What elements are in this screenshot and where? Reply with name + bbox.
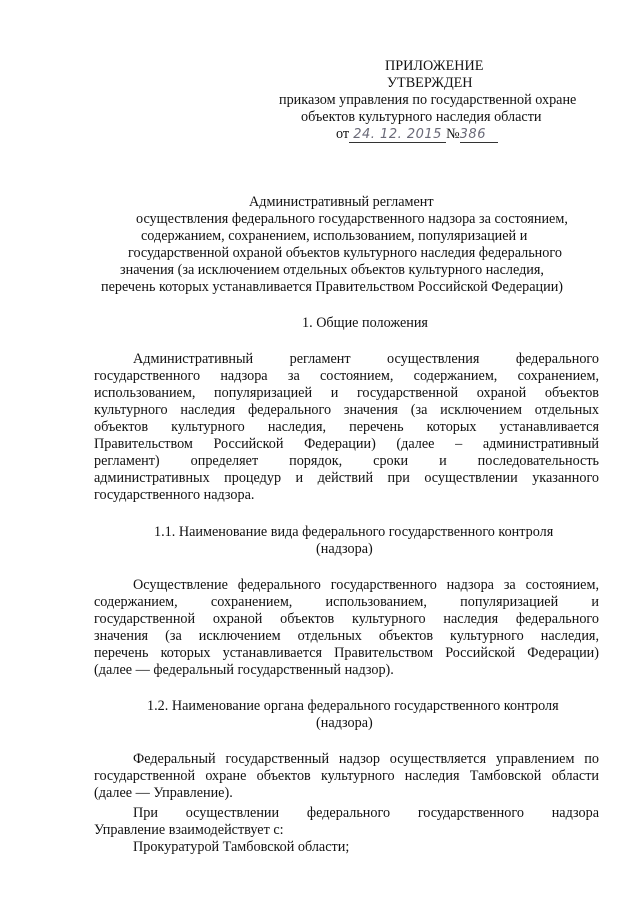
section-1-2-para2-line: При осуществлении федерального государственного надзора <box>133 805 599 821</box>
regulation-title: Административный регламент <box>249 194 434 210</box>
appendix-label: ПРИЛОЖЕНИЕ <box>385 58 484 74</box>
regulation-subtitle-line-1: осуществления федерального государственного надзора за состоянием, <box>136 211 568 227</box>
section-1-2-para2-line-last: Управление взаимодействует с: <box>94 822 284 838</box>
section-1-2-para-line: Федеральный государственный надзор осуществляется управлением по <box>133 751 599 767</box>
section-1-1-para-line-last: (далее — федеральный государственный надзор). <box>94 662 394 678</box>
section-1-1-heading-line-2: (надзора) <box>316 541 373 557</box>
order-date-line <box>336 126 498 143</box>
section-1-2-para3: Прокуратурой Тамбовской области; <box>133 839 350 855</box>
section-1-para-line: Административный регламент осуществления федерального <box>133 351 599 367</box>
section-1-2-para-line-last: (далее — Управление). <box>94 785 233 801</box>
number-label: № <box>446 126 460 142</box>
regulation-subtitle-line-2: содержанием, сохранением, использованием, популяризацией и <box>141 228 528 244</box>
order-date-field <box>349 127 446 143</box>
section-1-para-line: объектов культурного наследия, перечень которых устанавливается <box>94 419 599 435</box>
from-label: от <box>336 126 350 142</box>
order-number-field <box>460 127 498 143</box>
regulation-subtitle-line-3: государственной охраной объектов культурного наследия федерального <box>128 245 562 261</box>
approved-label: УТВЕРЖДЕН <box>387 75 473 91</box>
section-1-para-line: регламент) определяет порядок, сроки и последовательность <box>94 453 599 469</box>
section-1-2-heading-line-2: (надзора) <box>316 715 373 731</box>
order-number-handwritten: 386 <box>459 127 486 142</box>
order-line-2: объектов культурного наследия области <box>301 109 542 125</box>
order-date-handwritten: 24. 12. 2015 <box>353 127 442 142</box>
section-1-1-para-line: государственной охраной объектов культурного наследия федерального <box>94 611 599 627</box>
section-1-heading: 1. Общие положения <box>302 315 428 331</box>
section-1-para-line: Правительством Российской Федерации) (далее – административный <box>94 436 599 452</box>
order-line-1: приказом управления по государственной охране <box>279 92 577 108</box>
section-1-2-heading-line-1: 1.2. Наименование органа федерального государственного контроля <box>147 698 559 714</box>
section-1-1-para-line: Осуществление федерального государственного надзора за состоянием, <box>133 577 599 593</box>
section-1-para-line: использованием, популяризацией и государственной охраной объектов <box>94 385 599 401</box>
regulation-subtitle-line-5: перечень которых устанавливается Правительством Российской Федерации) <box>101 279 564 295</box>
section-1-para-line: культурного наследия федерального значения (за исключением отдельных <box>94 402 599 418</box>
section-1-1-para-line: значения (за исключением отдельных объектов культурного наследия, <box>94 628 599 644</box>
regulation-subtitle-line-4: значения (за исключением отдельных объектов культурного наследия, <box>120 262 544 278</box>
section-1-1-para-line: перечень которых устанавливается Правительством Российской Федерации) <box>94 645 599 661</box>
section-1-1-para-line: содержанием, сохранением, использованием, популяризацией и <box>94 594 599 610</box>
section-1-para-line: административных процедур и действий при осуществлении указанного <box>94 470 599 486</box>
section-1-para-line-last: государственного надзора. <box>94 487 255 503</box>
section-1-para-line: государственного надзора за состоянием, содержанием, сохранением, <box>94 368 599 384</box>
section-1-2-para-line: государственной охране объектов культурного наследия Тамбовской области <box>94 768 599 784</box>
section-1-1-heading-line-1: 1.1. Наименование вида федерального государственного контроля <box>154 524 554 540</box>
